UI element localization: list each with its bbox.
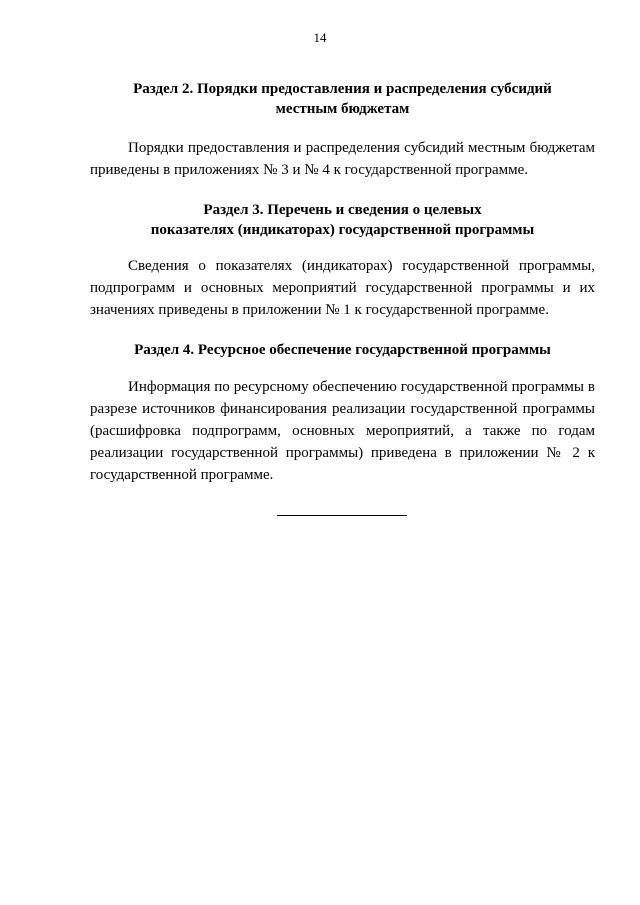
section-3-heading-line-2: показателях (индикаторах) государственной программы xyxy=(150,222,535,238)
section-4-paragraph: Информация по ресурсному обеспечению государственной программы в разрезе источников финансирования реализации государственной программы (расшифровка подпрограмм, основных мероприятий, а также по годам реализации государственной программы) приведена в приложении № 2 к государственной программе. xyxy=(90,379,595,483)
section-4 xyxy=(90,340,595,486)
section-3 xyxy=(90,200,595,321)
section-3-heading-line-1: Раздел 3. Перечень и сведения о целевых xyxy=(203,202,482,218)
end-divider-line xyxy=(277,515,407,516)
section-2-heading xyxy=(90,79,595,119)
section-3-paragraph: Сведения о показателях (индикаторах) государственной программы, подпрограмм и основных мероприятий государственной программы и их значениях приведены в приложении № 1 к государственной программе. xyxy=(90,258,595,318)
document-body xyxy=(90,76,595,486)
section-2 xyxy=(90,79,595,181)
section-3-heading xyxy=(90,200,595,240)
section-4-heading: Раздел 4. Ресурсное обеспечение государственной программы xyxy=(134,342,551,358)
section-2-heading-line-1: Раздел 2. Порядки предоставления и распределения субсидий xyxy=(133,81,552,97)
section-2-paragraph: Порядки предоставления и распределения субсидий местным бюджетам приведены в приложениях № 3 и № 4 к государственной программе. xyxy=(90,140,595,178)
page-number: 14 xyxy=(313,30,327,45)
section-2-heading-line-2: местным бюджетам xyxy=(275,101,410,117)
